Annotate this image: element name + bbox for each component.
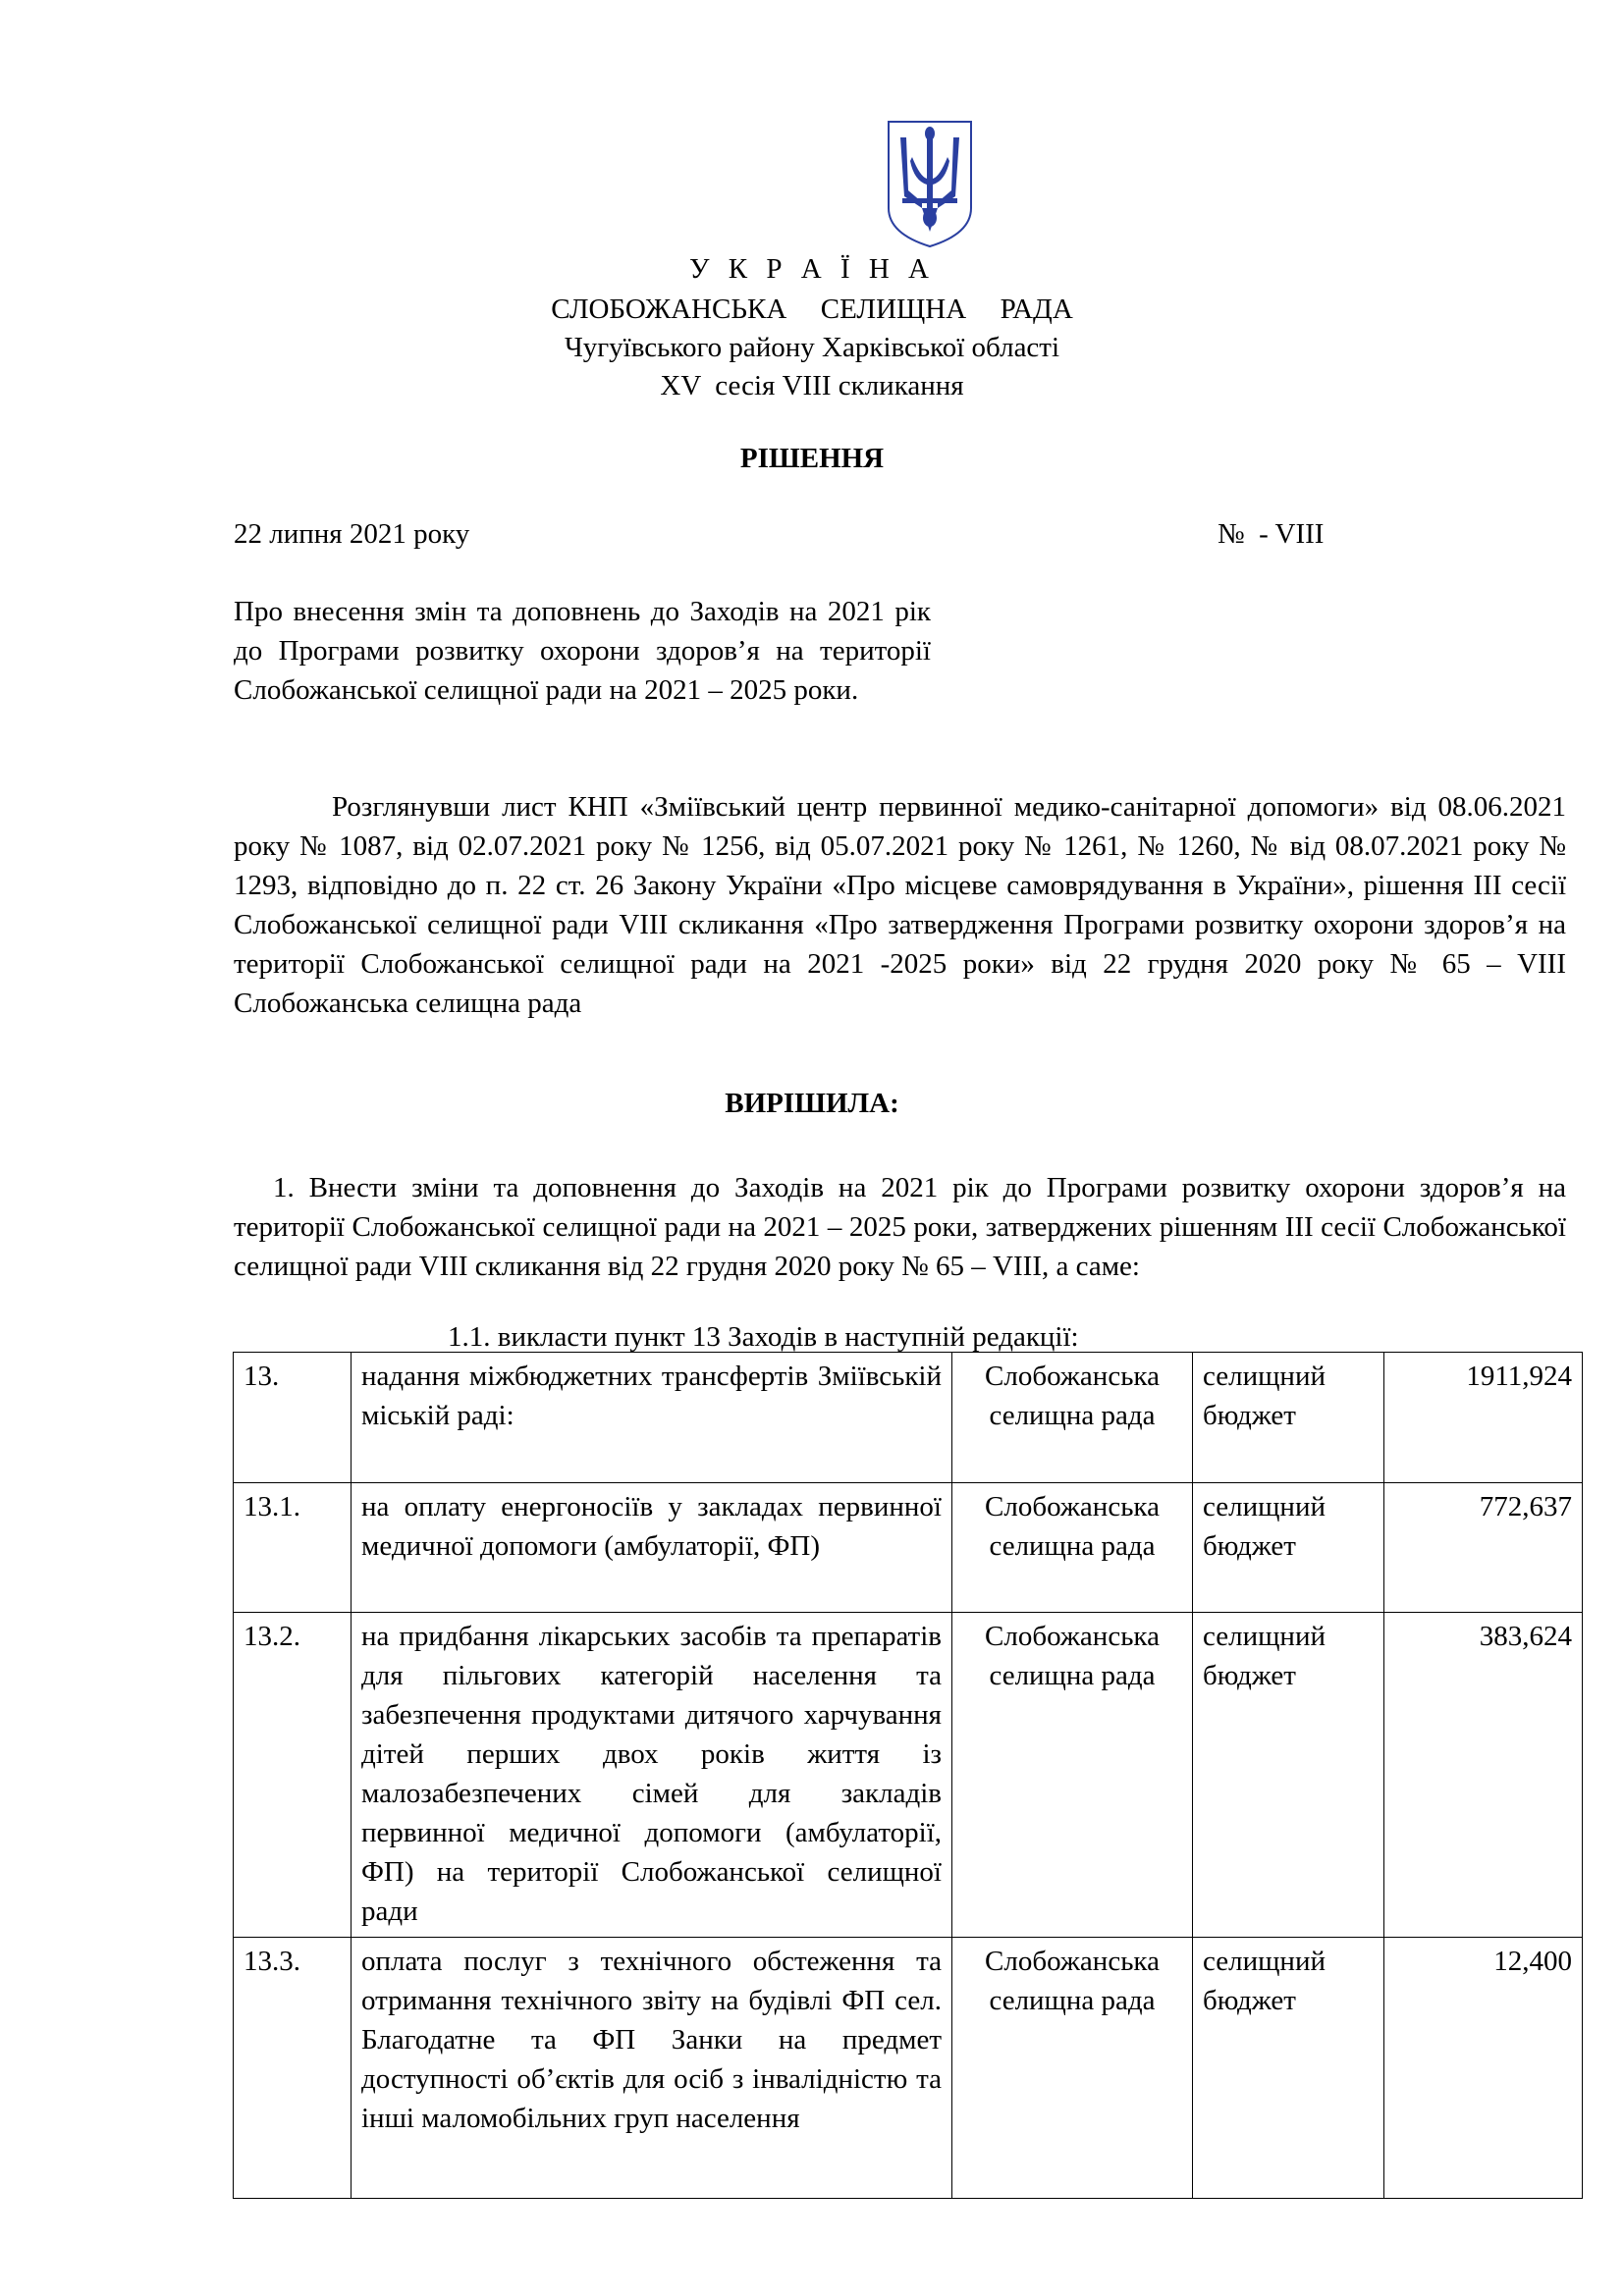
district-heading: Чугуївського району Харківської області [564,332,1060,363]
row-number: 13. [234,1353,352,1483]
row-responsible: Слобожанська селищна рада [952,1353,1193,1483]
table-row [234,1938,1583,2199]
row-funding-source: селищний бюджет [1193,1483,1384,1613]
country-heading: У К Р А Ї Н А [689,253,935,285]
decided-heading: ВИРІШИЛА: [725,1088,899,1119]
trident-icon [883,118,977,250]
row-amount: 383,624 [1384,1613,1583,1938]
preamble-paragraph: Розглянувши лист КНП «Зміївський центр первинної медико-санітарної допомоги» від 08.06.2021 року № 1087, від 02.07.2021 року № 1256, від 05.07.2021 року № 1261, № 1260, № від 08.07.2021 року № 1293, відповідно до п. 22 ст. 26 Закону України «Про місцеве самоврядування в України», рішення ІІІ сесії Слобожанської селищної ради VIII скликання «Про затвердження Програми розвитку охорони здоров’я на території Слобожанської селищної ради на 2021 -2025 роки» від 22 грудня 2020 року № 65 – VIII Слобожанська селищна рада [234,791,1566,1019]
row-amount: 772,637 [1384,1483,1583,1613]
document-type-title: РІШЕННЯ [739,443,885,474]
row-funding-source: селищний бюджет [1193,1353,1384,1483]
row-description: на оплату енергоносіїв у закладах первинної медичної допомоги (амбулаторії, ФП) [352,1483,952,1613]
row-number: 13.3. [234,1938,352,2199]
table-row [234,1353,1583,1483]
council-heading: СЛОБОЖАНСЬКА СЕЛИЩНА РАДА [551,294,1073,325]
decision-number: № - VIII [1218,518,1325,550]
row-funding-source: селищний бюджет [1193,1613,1384,1938]
decision-date: 22 липня 2021 року [234,518,470,550]
row-amount: 12,400 [1384,1938,1583,2199]
row-number: 13.2. [234,1613,352,1938]
row-amount: 1911,924 [1384,1353,1583,1483]
decision-item-1-1: 1.1. викласти пункт 13 Заходів в наступній редакції: [448,1321,1079,1353]
table-row [234,1613,1583,1938]
row-responsible: Слобожанська селищна рада [952,1483,1193,1613]
row-funding-source: селищний бюджет [1193,1938,1384,2199]
decision-item-1: 1. Внести зміни та доповнення до Заходів на 2021 рік до Програми розвитку охорони здоров’я на території Слобожанської селищної ради на 2021 – 2025 роки, затверджених рішенням ІІІ сесії Слобожанської селищної ради VIII скликання від 22 грудня 2020 року № 65 – VIII, а саме: [234,1172,1566,1282]
row-responsible: Слобожанська селищна рада [952,1613,1193,1938]
row-responsible: Слобожанська селищна рада [952,1938,1193,2199]
row-number: 13.1. [234,1483,352,1613]
measures-table [233,1352,1583,2199]
row-description: надання міжбюджетних трансфертів Зміївській міській раді: [352,1353,952,1483]
table-row [234,1483,1583,1613]
row-description: оплата послуг з технічного обстеження та отримання технічного звіту на будівлі ФП сел. Благодатне та ФП Занки на предмет доступності об’єктів для осіб з інвалідністю та інші маломобільних груп населення [352,1938,952,2199]
decision-subject: Про внесення змін та доповнень до Заходів на 2021 рік до Програми розвитку охорони здоров’я на території Слобожанської селищної ради на 2021 – 2025 роки. [234,596,931,706]
session-heading: XV сесія VIII скликання [660,370,964,401]
row-description: на придбання лікарських засобів та препаратів для пільгових категорій населення та забезпечення продуктами дитячого харчування дітей перших двох років життя із малозабезпечених сімей для закладів первинної медичної допомоги (амбулаторії, ФП) на території Слобожанської селищної ради [352,1613,952,1938]
coat-of-arms-emblem [883,118,977,250]
